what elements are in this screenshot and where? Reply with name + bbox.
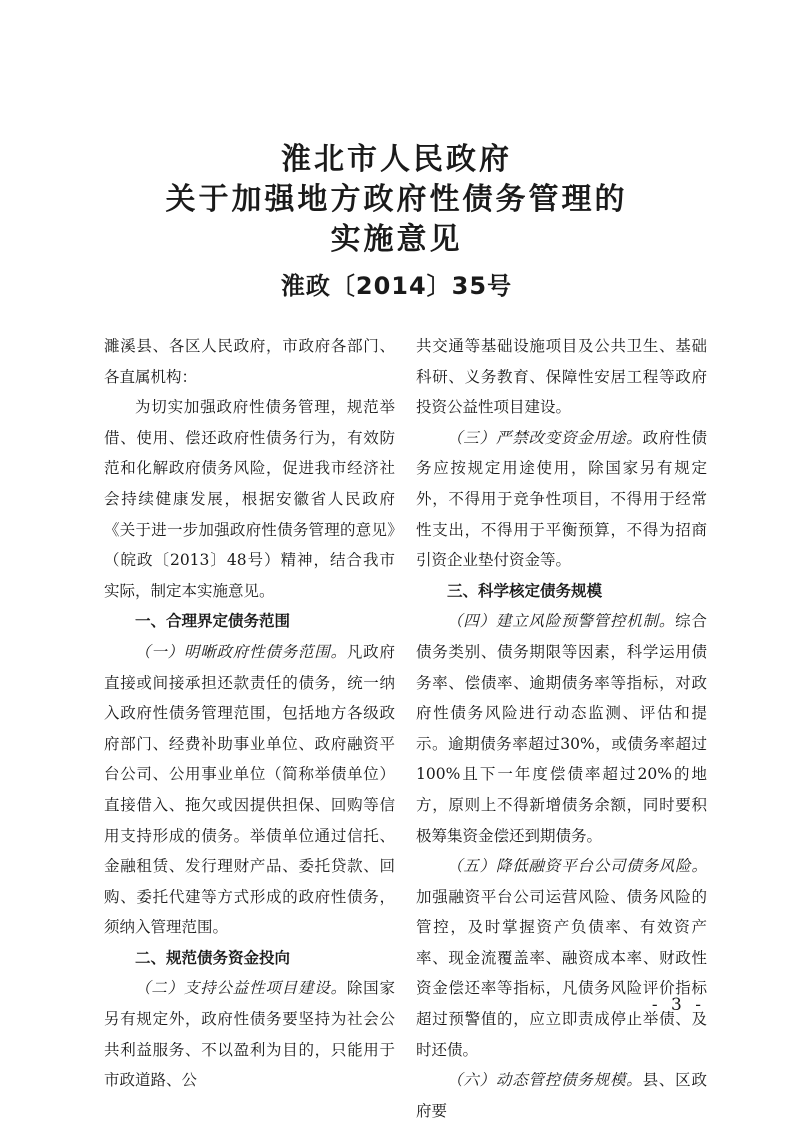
document-number: 淮政〔2014〕35号 <box>280 272 513 300</box>
item-6-lead: （六）动态管控债务规模。 <box>447 1071 643 1090</box>
title-line-2: 关于加强地方政府性债务管理的 <box>165 182 628 217</box>
title-line-1: 淮北市人民政府 <box>281 142 512 177</box>
item-1-lead: （一）明晰政府性债务范围。 <box>135 642 347 661</box>
section-heading-3: 三、科学核定债务规模 <box>447 581 603 600</box>
paragraph-item-3 <box>416 423 707 576</box>
item-5-text: 加强融资平台公司运营风险、债务风险的管控，及时掌握资产负债率、有效资产率、现金流覆盖率、融资成本率、财政性资金偿还率等指标，凡债务风险评价指标超过预警值的，应立即责成停止举债、及时还债。 <box>416 887 707 1059</box>
title-line-3: 实施意见 <box>330 222 463 257</box>
intro-paragraph: 为切实加强政府性债务管理，规范举借、使用、偿还政府性债务行为，有效防范和化解政府债务风险，促进我市经济社会持续健康发展，根据安徽省人民政府《关于进一步加强政府性债务管理的意见》（皖政〔2013〕48号）精神，结合我市实际，制定本实施意见。 <box>104 398 395 600</box>
left-column <box>104 331 395 1096</box>
item-4-text: 综合债务类别、债务期限等因素，科学运用债务率、偿债率、逾期债务率等指标，对政府性债务风险进行动态监测、评估和提示。逾期债务率超过30%，或债务率超过100%且下一年度偿债率超过20%的地方，原则上不得新增债务余额，同时要积极筹集资金偿还到期债务。 <box>416 612 707 845</box>
item-5-lead: （五）降低融资平台公司债务风险。 <box>447 857 707 876</box>
item-2-lead: （二）支持公益性项目建设。 <box>135 979 347 998</box>
item-1-text: 凡政府直接或间接承担还款责任的债务，统一纳入政府性债务管理范围，包括地方各级政府部门、经费补助事业单位、政府融资平台公司、公用事业单位（简称举债单位）直接借入、拖欠或因提供担保、回购等信用支持形成的债务。举债单位通过信托、金融租赁、发行理财产品、委托贷款、回购、委托代建等方式形成的政府性债务，须纳入管理范围。 <box>104 642 395 937</box>
item-4-lead: （四）建立风险预警管控机制。 <box>447 612 676 631</box>
section-heading-2: 二、规范债务资金投向 <box>135 948 291 967</box>
document-title-block <box>0 140 793 301</box>
item-2-text: 除国家另有规定外，政府性债务要坚持为社会公共利益服务、不以盈利为目的，只能用于市政道路、公 <box>104 979 395 1090</box>
item-3-lead: （三）严禁改变资金用途。 <box>447 428 643 447</box>
salutation: 濉溪县、各区人民政府，市政府各部门、各直属机构： <box>104 337 395 386</box>
paragraph-item-1 <box>104 637 395 943</box>
section-heading-1: 一、合理界定债务范围 <box>135 612 291 631</box>
paragraph-item-2-continued: 共交通等基础设施项目及公共卫生、基础科研、义务教育、保障性安居工程等政府投资公益性项目建设。 <box>416 337 707 417</box>
paragraph-item-6 <box>416 1065 707 1126</box>
item-3-text: 政府性债务应按规定用途使用，除国家另有规定外，不得用于竞争性项目，不得用于经常性支出，不得用于平衡预算，不得为招商引资企业垫付资金等。 <box>416 428 707 570</box>
paragraph-item-4 <box>416 606 707 851</box>
paragraph-item-5 <box>416 851 707 1065</box>
item-6-text: 县、区政府要 <box>416 1071 707 1120</box>
page-number: - 3 - <box>651 995 705 1015</box>
paragraph-item-2 <box>104 973 395 1095</box>
